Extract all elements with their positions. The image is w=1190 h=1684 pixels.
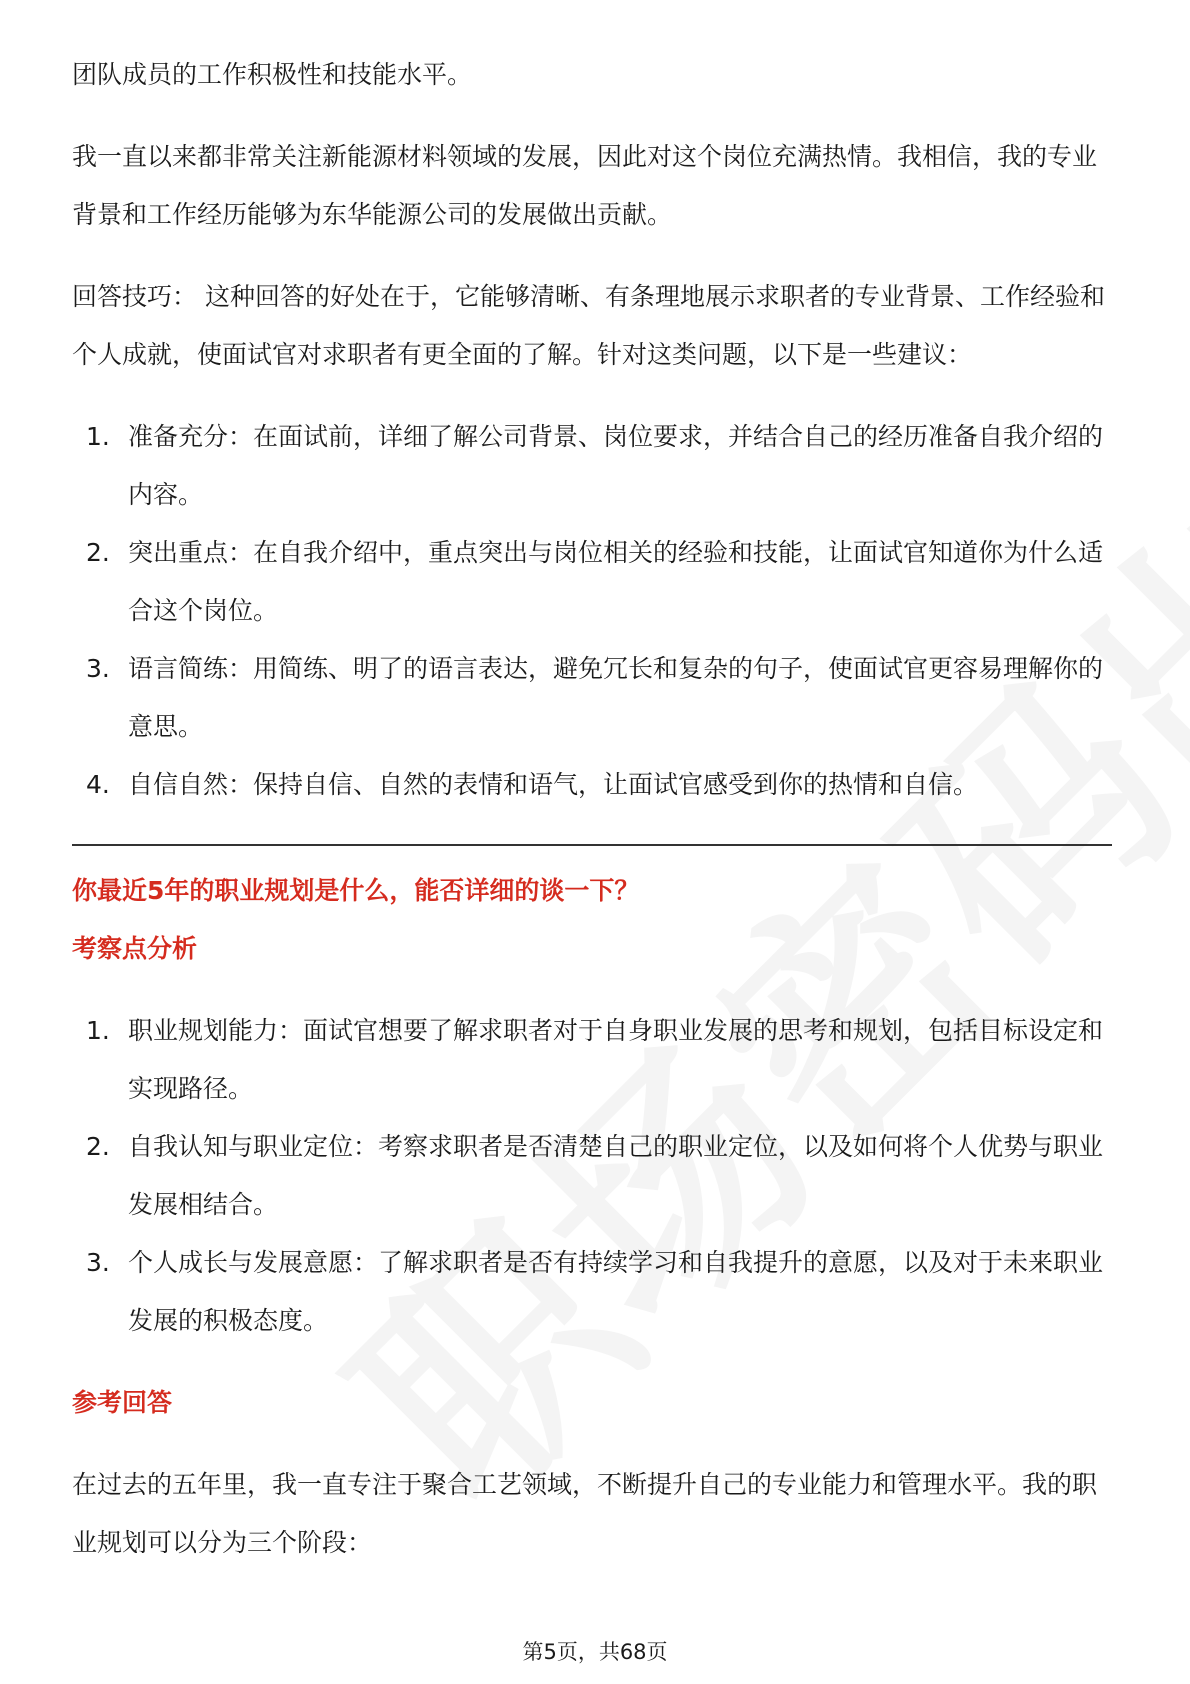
list-number: 3.	[86, 1248, 110, 1277]
list-item	[72, 408, 1112, 524]
list-number: 1.	[86, 1016, 110, 1045]
tips-paragraph: 回答技巧： 这种回答的好处在于，它能够清晰、有条理地展示求职者的专业背景、工作经验和个人成就，使面试官对求职者有更全面的了解。针对这类问题，以下是一些建议：	[72, 282, 1105, 369]
question-heading: 你最近5年的职业规划是什么，能否详细的谈一下？	[72, 876, 640, 905]
list-text: 职业规划能力：面试官想要了解求职者对于自身职业发展的思考和规划，包括目标设定和实现路径。	[128, 1016, 1104, 1103]
section-divider	[72, 844, 1112, 846]
list-text: 自信自然：保持自信、自然的表情和语气，让面试官感受到你的热情和自信。	[128, 770, 979, 799]
list-number: 2.	[86, 1132, 110, 1161]
list-text: 突出重点：在自我介绍中，重点突出与岗位相关的经验和技能，让面试官知道你为什么适合这个岗位。	[128, 538, 1104, 625]
list-item	[72, 1118, 1112, 1234]
list-text: 自我认知与职业定位：考察求职者是否清楚自己的职业定位，以及如何将个人优势与职业发展相结合。	[128, 1132, 1104, 1219]
list-item	[72, 640, 1112, 756]
list-item	[72, 524, 1112, 640]
list-number: 3.	[86, 654, 110, 683]
list-text: 个人成长与发展意愿：了解求职者是否有持续学习和自我提升的意愿，以及对于未来职业发展的积极态度。	[128, 1248, 1104, 1335]
passion-paragraph: 我一直以来都非常关注新能源材料领域的发展，因此对这个岗位充满热情。我相信，我的专业背景和工作经历能够为东华能源公司的发展做出贡献。	[72, 142, 1098, 229]
analysis-heading: 考察点分析	[72, 934, 198, 963]
list-text: 准备充分：在面试前，详细了解公司背景、岗位要求，并结合自己的经历准备自我介绍的内容。	[128, 422, 1104, 509]
list-item	[72, 1002, 1112, 1118]
list-item	[72, 1234, 1112, 1350]
page-number-footer: 第5页，共68页	[522, 1640, 668, 1664]
list-number: 2.	[86, 538, 110, 567]
list-number: 1.	[86, 422, 110, 451]
analysis-list	[72, 1002, 1112, 1350]
answer-paragraph: 在过去的五年里，我一直专注于聚合工艺领域，不断提升自己的专业能力和管理水平。我的职业规划可以分为三个阶段：	[72, 1470, 1098, 1557]
list-number: 4.	[86, 770, 110, 799]
intro-tail-paragraph: 团队成员的工作积极性和技能水平。	[72, 60, 473, 89]
list-text: 语言简练：用简练、明了的语言表达，避免冗长和复杂的句子，使面试官更容易理解你的意思。	[128, 654, 1104, 741]
answer-heading: 参考回答	[72, 1388, 173, 1417]
tips-list	[72, 408, 1112, 814]
list-item	[72, 756, 1112, 814]
page-content	[72, 46, 1112, 1572]
